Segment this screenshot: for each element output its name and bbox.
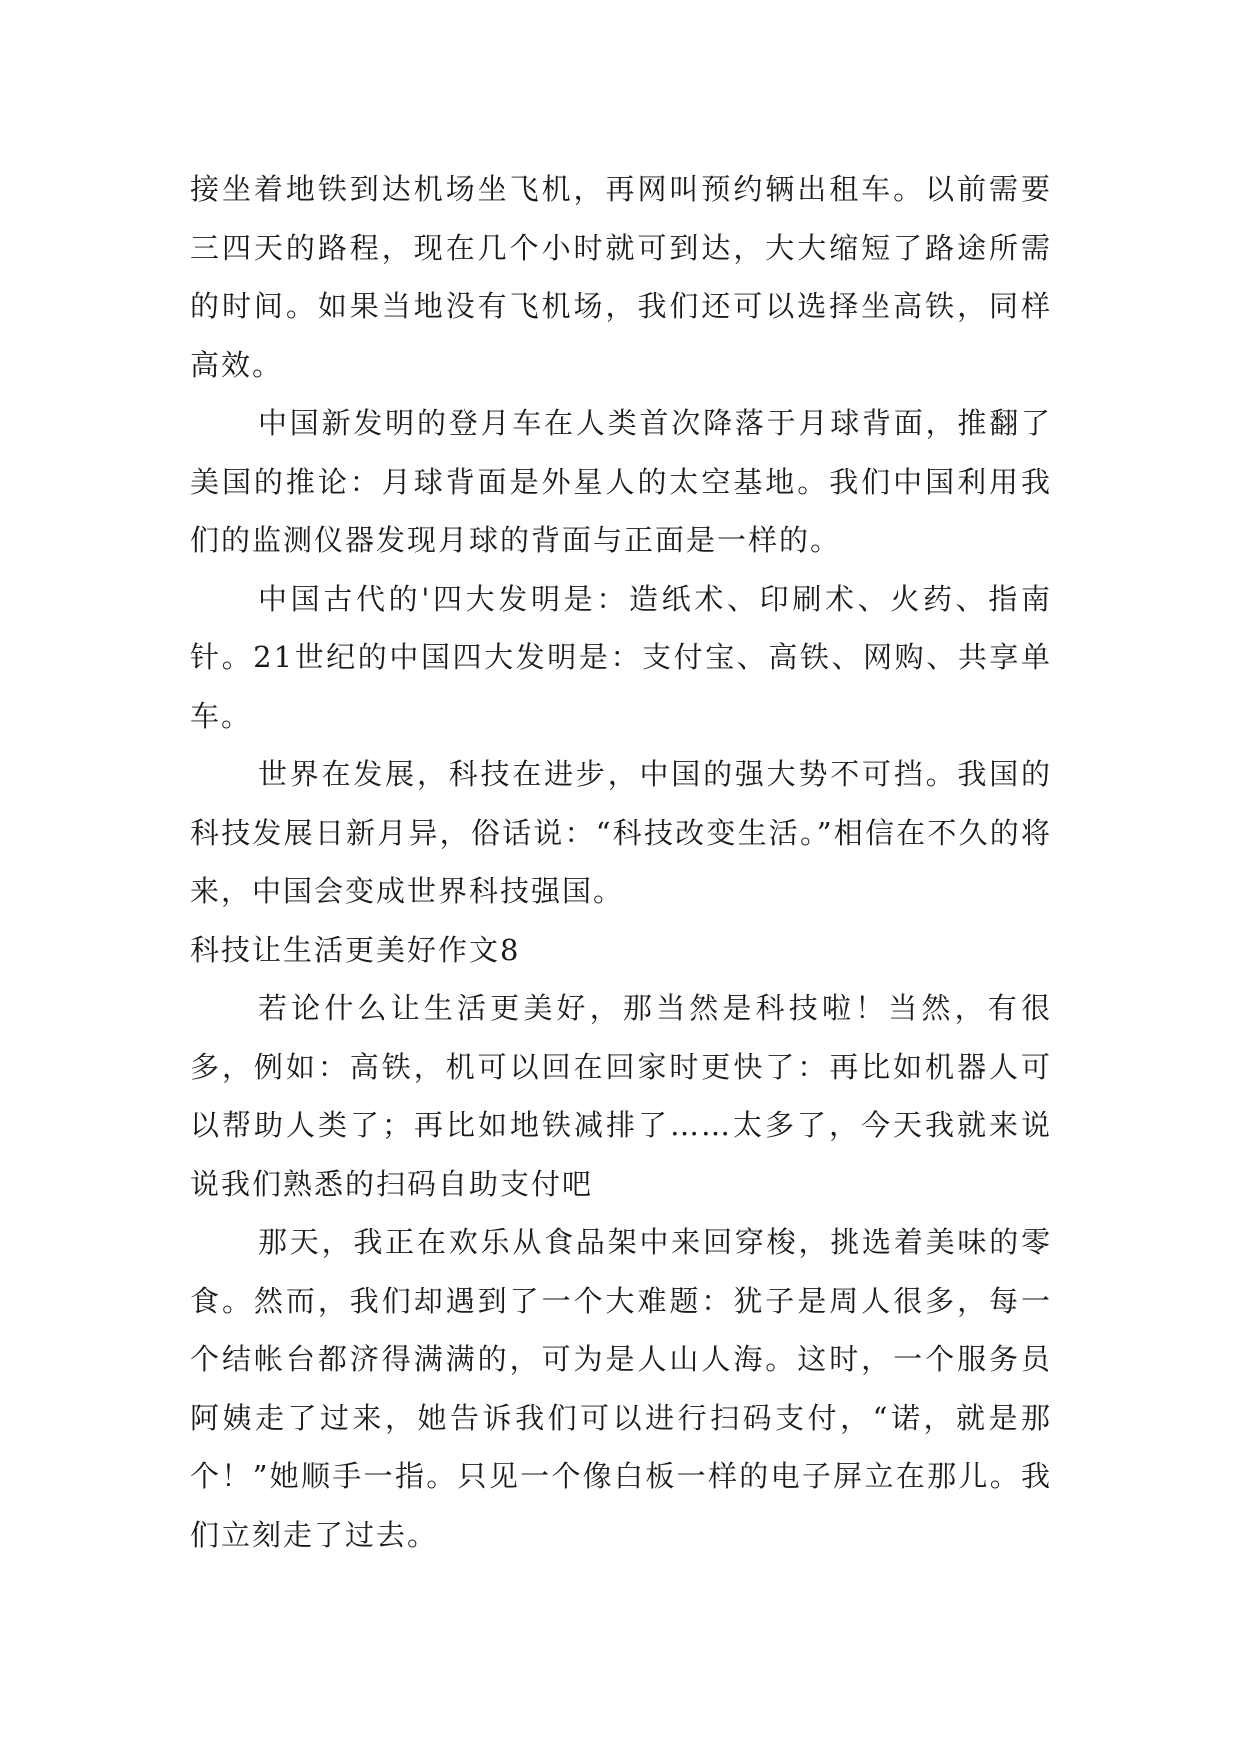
paragraph-5: 若论什么让生活更美好，那当然是科技啦！当然，有很多，例如：高铁，机可以回在回家时更快了：再比如机器人可以帮助人类了；再比如地铁减排了……太多了，今天我就来说说我们熟悉的扫码自助支付吧 [190, 991, 1052, 1201]
document-body [190, 160, 1052, 1564]
paragraph-4: 世界在发展，科技在进步，中国的强大势不可挡。我国的科技发展日新月异，俗话说：“科技改变生活。”相信在不久的将来，中国会变成世界科技强国。 [190, 757, 1052, 908]
section-heading: 科技让生活更美好作文8 [190, 932, 521, 967]
paragraph-3: 中国古代的'四大发明是：造纸术、印刷术、火药、指南针。21世纪的中国四大发明是：支付宝、高铁、网购、共享单车。 [190, 581, 1052, 733]
paragraph-2: 中国新发明的登月车在人类首次降落于月球背面，推翻了美国的推论：月球背面是外星人的太空基地。我们中国利用我们的监测仪器发现月球的背面与正面是一样的。 [190, 406, 1052, 557]
paragraph-6: 那天，我正在欢乐从食品架中来回穿梭，挑选着美味的零食。然而，我们却遇到了一个大难题：犹子是周人很多，每一个结帐台都济得满满的，可为是人山人海。这时，一个服务员阿姨走了过来，她告诉我们可以进行扫码支付，“诺，就是那个！”她顺手一指。只见一个像白板一样的电子屏立在那儿。我们立刻走了过去。 [190, 1225, 1052, 1552]
paragraph-1: 接坐着地铁到达机场坐飞机，再网叫预约辆出租车。以前需要三四天的路程，现在几个小时就可到达，大大缩短了路途所需的时间。如果当地没有飞机场，我们还可以选择坐高铁，同样高效。 [190, 172, 1052, 382]
